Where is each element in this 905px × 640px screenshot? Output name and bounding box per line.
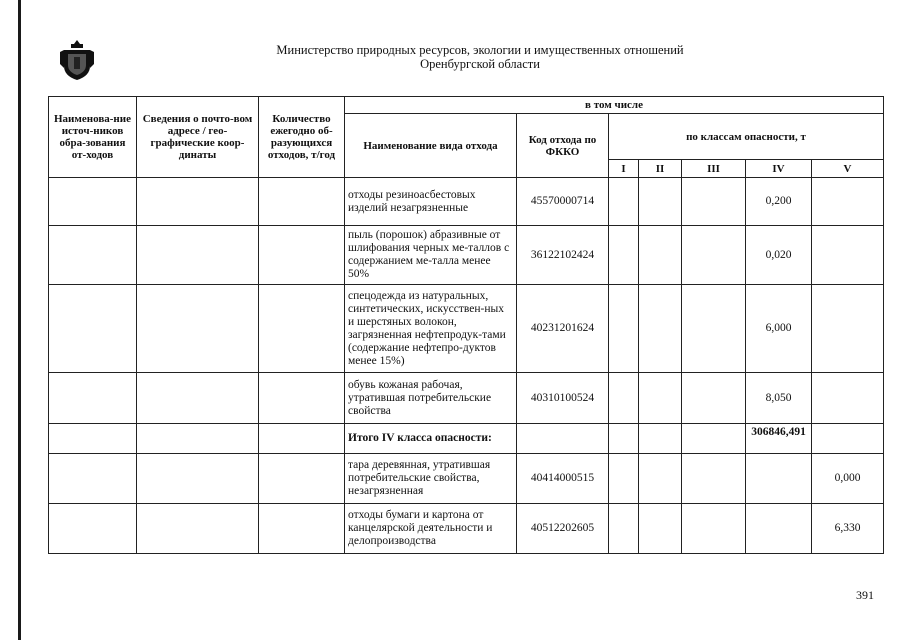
class-2-cell [639, 285, 682, 373]
fkko-code-cell: 40414000515 [517, 454, 609, 504]
class-5-cell [812, 178, 884, 226]
table-row-total [49, 424, 884, 454]
source-cell [49, 178, 137, 226]
header-source-name: Наименова-ние источ-ников обра-зования от-ходов [49, 97, 137, 178]
class-2-cell [639, 226, 682, 285]
address-cell [137, 285, 259, 373]
address-cell [137, 454, 259, 504]
fkko-code-cell: 45570000714 [517, 178, 609, 226]
waste-name-cell: отходы резиноасбестовых изделий незагрязненные [345, 178, 517, 226]
address-cell [137, 424, 259, 454]
header-quantity: Количество ежегодно об-разующихся отходов, т/год [259, 97, 345, 178]
header-class-4: IV [746, 160, 812, 178]
source-cell [49, 226, 137, 285]
fkko-code-cell [517, 424, 609, 454]
waste-table [48, 96, 884, 554]
table-row [49, 178, 884, 226]
header-line-2: Оренбургской области [420, 57, 540, 71]
class-2-cell [639, 424, 682, 454]
class-1-cell [609, 424, 639, 454]
header-waste-type: Наименование вида отхода [345, 114, 517, 178]
fkko-code-cell: 36122102424 [517, 226, 609, 285]
class-1-cell [609, 373, 639, 424]
source-cell [49, 424, 137, 454]
address-cell [137, 226, 259, 285]
table-row [49, 454, 884, 504]
class-5-cell [812, 226, 884, 285]
quantity-cell [259, 373, 345, 424]
table-row [49, 285, 884, 373]
header-address: Сведения о почто-вом адресе / гео-графические коор-динаты [137, 97, 259, 178]
quantity-cell [259, 424, 345, 454]
waste-name-cell: отходы бумаги и картона от канцелярской деятельности и делопроизводства [345, 504, 517, 554]
table-row [49, 226, 884, 285]
header-fkko-code: Код отхода по ФККО [517, 114, 609, 178]
header-class-3: III [682, 160, 746, 178]
address-cell [137, 504, 259, 554]
waste-name-cell: спецодежда из натуральных, синтетических, искусствен-ных и шерстяных волокон, загрязненная нефтепродук-тами (содержание нефтепро-дуктов менее 15%) [345, 285, 517, 373]
class-5-cell: 0,000 [812, 454, 884, 504]
quantity-cell [259, 454, 345, 504]
waste-name-cell: пыль (порошок) абразивные от шлифования черных ме-таллов с содержанием ме-талла менее 50% [345, 226, 517, 285]
class-2-cell [639, 178, 682, 226]
class-4-total-cell: 306846,491 [746, 424, 812, 454]
header-class-1: I [609, 160, 639, 178]
class-5-cell [812, 373, 884, 424]
header-class-2: II [639, 160, 682, 178]
waste-name-cell: тара деревянная, утратившая потребительские свойства, незагрязненная [345, 454, 517, 504]
total-label-cell: Итого IV класса опасности: [345, 424, 517, 454]
header-hazard-classes: по классам опасности, т [609, 114, 884, 160]
fkko-code-cell: 40310100524 [517, 373, 609, 424]
class-3-cell [682, 454, 746, 504]
class-4-cell: 6,000 [746, 285, 812, 373]
class-1-cell [609, 178, 639, 226]
source-cell [49, 373, 137, 424]
class-4-cell: 0,200 [746, 178, 812, 226]
table-row [49, 504, 884, 554]
class-2-cell [639, 454, 682, 504]
class-1-cell [609, 226, 639, 285]
coat-of-arms-icon [60, 38, 94, 82]
address-cell [137, 373, 259, 424]
source-cell [49, 504, 137, 554]
class-1-cell [609, 504, 639, 554]
class-4-cell [746, 454, 812, 504]
class-5-cell [812, 424, 884, 454]
page-number: 391 [856, 588, 874, 602]
class-5-cell [812, 285, 884, 373]
source-cell [49, 285, 137, 373]
class-2-cell [639, 504, 682, 554]
class-4-cell: 0,020 [746, 226, 812, 285]
fkko-code-cell: 40231201624 [517, 285, 609, 373]
class-3-cell [682, 424, 746, 454]
source-cell [49, 454, 137, 504]
class-2-cell [639, 373, 682, 424]
class-1-cell [609, 454, 639, 504]
ministry-header [250, 43, 710, 71]
header-including: в том числе [345, 97, 884, 114]
header-class-5: V [812, 160, 884, 178]
class-3-cell [682, 504, 746, 554]
class-4-cell: 8,050 [746, 373, 812, 424]
class-3-cell [682, 226, 746, 285]
class-4-cell [746, 504, 812, 554]
class-3-cell [682, 285, 746, 373]
binding-line [18, 0, 21, 640]
quantity-cell [259, 226, 345, 285]
quantity-cell [259, 504, 345, 554]
class-5-cell: 6,330 [812, 504, 884, 554]
quantity-cell [259, 285, 345, 373]
table-row [49, 373, 884, 424]
quantity-cell [259, 178, 345, 226]
class-3-cell [682, 178, 746, 226]
waste-name-cell: обувь кожаная рабочая, утратившая потребительские свойства [345, 373, 517, 424]
class-1-cell [609, 285, 639, 373]
header-line-1: Министерство природных ресурсов, экологии и имущественных отношений [276, 43, 684, 57]
address-cell [137, 178, 259, 226]
class-3-cell [682, 373, 746, 424]
fkko-code-cell: 40512202605 [517, 504, 609, 554]
